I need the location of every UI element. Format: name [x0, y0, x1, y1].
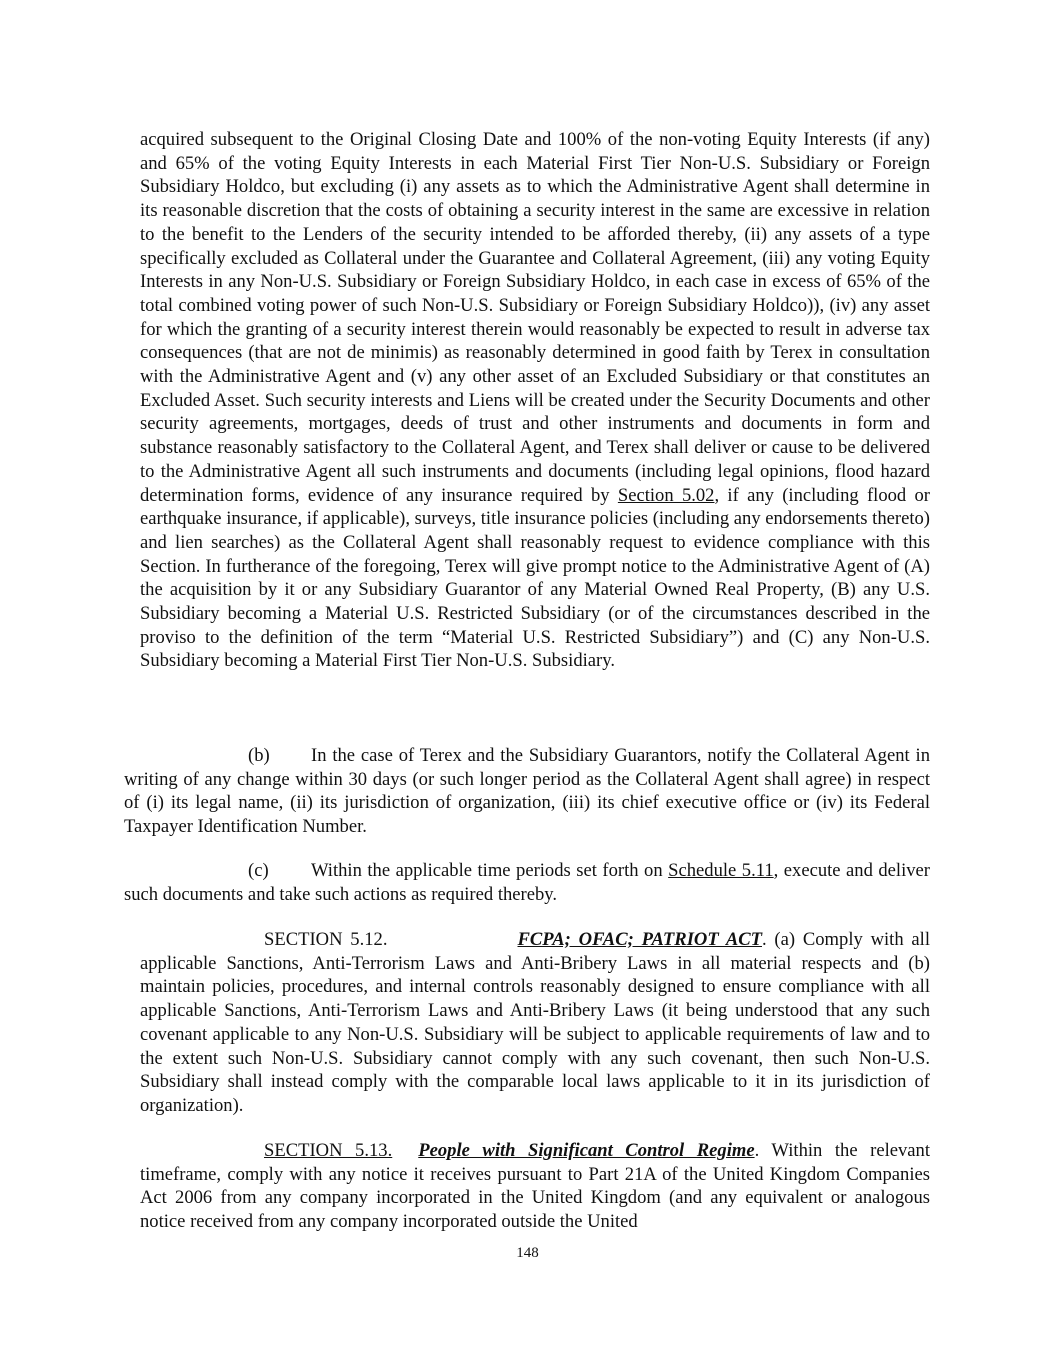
section-5-02-reference: Section 5.02 [617, 484, 715, 506]
paragraph-b-label: (b) [248, 745, 270, 766]
section-5-12-number: SECTION 5.12. [264, 929, 388, 950]
paragraph-c [124, 859, 930, 906]
paragraph-c-text-2: , execute and deliver such documents and take such actions as required thereby. [124, 860, 930, 905]
paragraph-a-continued [140, 128, 930, 673]
schedule-5-11-reference: Schedule 5.11 [668, 860, 774, 881]
section-5-13 [140, 1139, 930, 1234]
section-5-12-text: . (a) Comply with all applicable Sanctions, Anti-Terrorism Laws and Anti-Bribery Laws in all material respects and (b) maintain policies, procedures, and internal controls reasonably designed to ensure compliance with all applicable Sanctions, Anti-Terrorism Laws and Anti-Bribery Laws (it being understood that any such covenant applicable to any Non-U.S. Subsidiary will be subject to applicable requirements of law and to the extent such Non-U.S. Subsidiary cannot comply with any such covenant, then such Non-U.S. Subsidiary shall instead comply with the comparable local laws applicable to it in its jurisdiction of organization). [140, 929, 931, 1116]
paragraph-a-text-2: , if any (including flood or earthquake insurance, if applicable), surveys, title insurance policies (including any endorsements thereto) and lien searches) as the Collateral Agent shall reasonably request to evidence compliance with this Section. In furtherance of the foregoing, Terex will give prompt notice to the Administrative Agent of (A) the acquisition by it or any Subsidiary Guarantor of any Material Owned Real Property, (B) any U.S. Subsidiary becoming a Material U.S. Restricted Subsidiary (or of the circumstances described in the proviso to the definition of the term “Material U.S. Restricted Subsidiary”) and (C) any Non-U.S. Subsidiary becoming a Material First Tier Non-U.S. Subsidiary. [140, 484, 930, 672]
paragraph-c-text-1: Within the applicable time periods set forth on [311, 860, 669, 881]
section-5-13-text: . Within the relevant timeframe, comply with any notice it receives pursuant to Part 21A of the United Kingdom Companies Act 2006 from any company incorporated in the United Kingdom (and any equivalent or analogous notice received from any company incorporated outside the United [140, 1140, 931, 1233]
section-5-13-number: SECTION 5.13. [264, 1140, 393, 1161]
section-5-13-title: People with Significant Control Regime [418, 1140, 755, 1161]
paragraph-b [124, 744, 930, 839]
paragraph-b-text: In the case of Terex and the Subsidiary Guarantors, notify the Collateral Agent in writing of any change within 30 days (or such longer period as the Collateral Agent shall agree) in respect of (i) its legal name, (ii) its jurisdiction of organization, (iii) its chief executive office or (iv) its Federal Taxpayer Identification Number. [124, 745, 930, 838]
section-5-12-title: FCPA; OFAC; PATRIOT ACT [517, 929, 762, 950]
paragraph-a-text-1: acquired subsequent to the Original Closing Date and 100% of the non-voting Equity Interests (if any) and 65% of the voting Equity Interests in each Material First Tier Non-U.S. Subsidiary or Foreign Subsidiary Holdco, but excluding (i) any assets as to which the Administrative Agent shall determine in its reasonable discretion that the costs of obtaining a security interest in the same are excessive in relation to the benefit to the Lenders of the security intended to be afforded thereby, (ii) any assets of a type specifically excluded as Collateral under the Guarantee and Collateral Agreement, (iii) any voting Equity Interests in any Non-U.S. Subsidiary or Foreign Subsidiary Holdco, in each case in excess of 65% of the total combined voting power of such Non-U.S. Subsidiary or Foreign Subsidiary Holdco)), (iv) any asset for which the granting of a security interest therein would reasonably be expected to result in adverse tax consequences (that are not de minimis) as reasonably determined in good faith by Terex in consultation with the Administrative Agent and (v) any other asset of an Excluded Subsidiary or that constitutes an Excluded Asset. Such security interests and Liens will be created under the Security Documents and other security agreements, mortgages, deeds of trust and other instruments and documents in form and substance reasonably satisfactory to the Collateral Agent, and Terex shall deliver or cause to be delivered to the Administrative Agent all such instruments and documents (including legal opinions, flood hazard determination forms, evidence of any insurance required by [140, 129, 930, 506]
page-number: 148 [516, 1245, 539, 1261]
paragraph-c-label: (c) [248, 860, 269, 881]
section-5-12 [140, 928, 930, 1118]
